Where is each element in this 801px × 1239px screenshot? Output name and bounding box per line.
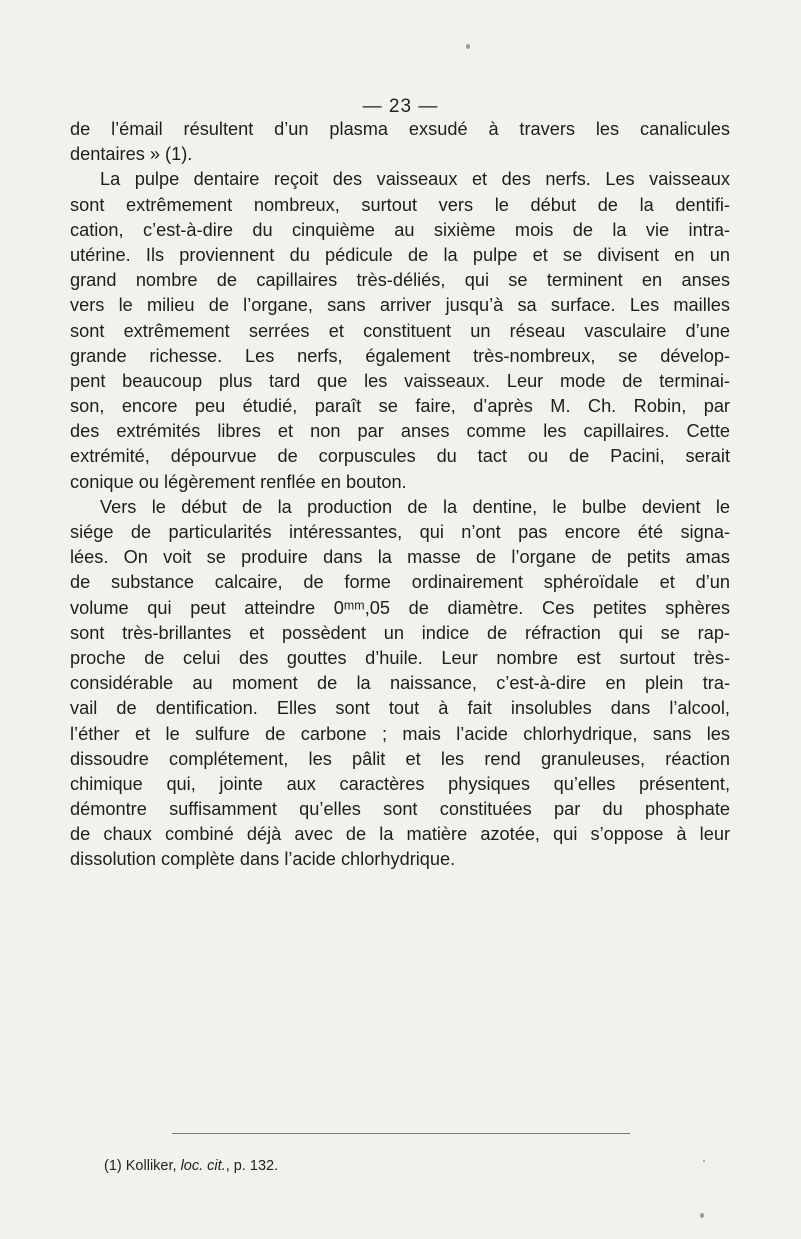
text-line: volume qui peut atteindre 0ᵐᵐ,05 de diamètre. Ces petites sphères — [70, 597, 730, 618]
text-line: de l’émail résultent d’un plasma exsudé à travers les canalicules — [70, 119, 730, 139]
paper-speck — [466, 44, 470, 49]
text-line: La pulpe dentaire reçoit des vaisseaux et des nerfs. Les vaisseaux — [100, 169, 730, 190]
text-line: dentaires » (1). — [70, 144, 193, 165]
text-line: considérable au moment de la naissance, c’est-à-dire en plein tra- — [70, 673, 730, 694]
text-line: sont très-brillantes et possèdent un indice de réfraction qui se rap- — [70, 622, 730, 643]
text-line: dissoudre complétement, les pâlit et les rend granuleuses, réaction — [70, 748, 730, 769]
text-line: utérine. Ils proviennent du pédicule de la pulpe et se divisent en un — [70, 244, 730, 265]
text-line: grande richesse. Les nerfs, également très-nombreux, se dévelop- — [70, 345, 730, 366]
text-line: grand nombre de capillaires très-déliés, qui se terminent en anses — [70, 270, 730, 291]
text-line: pent beaucoup plus tard que les vaisseaux. Leur mode de terminai- — [70, 370, 730, 391]
text-line: de chaux combiné déjà avec de la matière azotée, qui s’oppose à leur — [70, 824, 730, 845]
footnote-author: Kolliker, — [125, 1158, 177, 1174]
text-line: son, encore peu étudié, paraît se faire, d’après M. Ch. Robin, par — [70, 396, 730, 417]
text-line: chimique qui, jointe aux caractères physiques qu’elles présentent, — [70, 773, 730, 794]
footnote — [104, 1158, 278, 1174]
text-line: de substance calcaire, de forme ordinairement sphéroïdale et d’un — [70, 572, 730, 593]
text-line: Vers le début de la production de la dentine, le bulbe devient le — [100, 496, 730, 517]
text-line: des extrémités libres et non par anses comme les capillaires. Cette — [70, 421, 730, 442]
page-number: — 23 — — [362, 96, 439, 117]
text-line: dissolution complète dans l’acide chlorhydrique. — [70, 849, 456, 870]
footnote-rule — [172, 1133, 630, 1134]
text-line: l’éther et le sulfure de carbone ; mais l’acide chlorhydrique, sans les — [70, 723, 730, 744]
text-line: sont extrêmement nombreux, surtout vers le début de la dentifi- — [70, 194, 730, 215]
text-line: démontre suffisamment qu’elles sont constituées par du phosphate — [70, 799, 730, 820]
paper-speck — [700, 1213, 704, 1218]
text-line: siége de particularités intéressantes, qui n’ont pas encore été signa- — [70, 522, 730, 542]
text-line: conique ou légèrement renflée en bouton. — [70, 471, 407, 492]
text-line: proche de celui des gouttes d’huile. Leur nombre est surtout très- — [70, 647, 730, 668]
text-line: lées. On voit se produire dans la masse de l’organe de petits amas — [70, 547, 730, 568]
text-line: extrémité, dépourvue de corpuscules du tact ou de Pacini, serait — [70, 446, 730, 467]
text-line: vers le milieu de l’organe, sans arriver jusqu’à sa surface. Les mailles — [70, 295, 730, 316]
paper-speck — [703, 1160, 705, 1162]
body-text — [70, 117, 730, 873]
footnote-marker: (1) — [104, 1158, 122, 1174]
text-line: vail de dentification. Elles sont tout à fait insolubles dans l’alcool, — [70, 698, 730, 719]
footnote-ref: loc. cit. — [180, 1158, 226, 1174]
text-line: sont extrêmement serrées et constituent un réseau vasculaire d’une — [70, 320, 730, 341]
footnote-page: , p. 132. — [225, 1158, 279, 1174]
text-line: cation, c’est-à-dire du cinquième au sixième mois de la vie intra- — [70, 219, 730, 240]
